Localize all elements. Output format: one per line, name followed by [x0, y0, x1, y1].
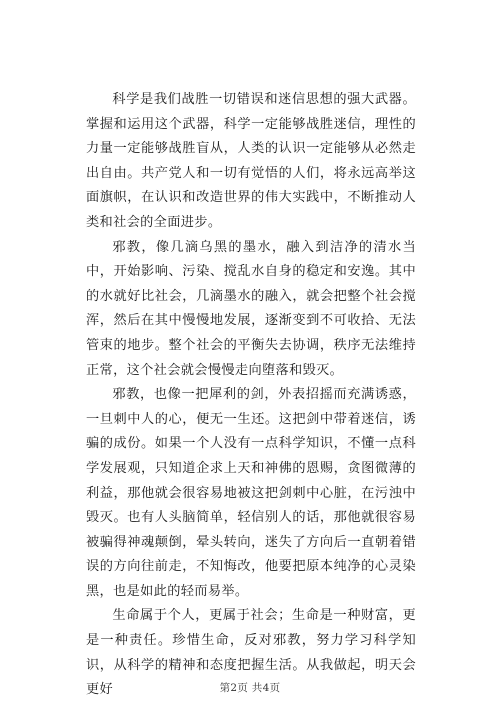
document-body [86, 88, 416, 703]
paragraph-science: 科学是我们战胜一切错误和迷信思想的强大武器。掌握和运用这个武器，科学一定能够战胜迷信，理性的力量一定能够战胜盲从，人类的认识一定能够从必然走出自由。共产党人和一切有觉悟的人们，将永远高举这面旗帜，在认识和改造世界的伟大实践中，不断推动人类和社会的全面进步。 [86, 92, 416, 230]
paragraph-conclusion: 生命属于个人，更属于社会；生命是一种财富，更是一种责任。珍惜生命，反对邪教，努力学习科学知识，从科学的精神和态度把握生活。从我做起，明天会更好 [86, 608, 416, 698]
page-number-footer: 第2页 共4页 [219, 682, 281, 694]
paragraph-sword-metaphor: 邪教，也像一把犀利的剑，外表招摇而充满诱惑，一旦刺中人的心，便无一生还。这把剑中带着迷信，诱骗的成份。如果一个人没有一点科学知识，不懂一点科学发展观，只知道企求上天和神佛的恩赐，贪图微薄的利益，那他就会很容易地被这把剑刺中心脏，在污浊中毁灭。也有人头脑简单，轻信别人的话，那他就很容易被骗得神魂颠倒，晕头转向，迷失了方向后一直朝着错误的方向往前走，不知悔改，他要把原本纯净的心灵染黑，也是如此的轻而易举。 [86, 387, 416, 599]
paragraph-ink-metaphor: 邪教，像几滴乌黑的墨水，融入到洁净的清水当中，开始影响、污染、搅乱水自身的稳定和安逸。其中的水就好比社会，几滴墨水的融入，就会把整个社会搅浑，然后在其中慢慢地发展，逐渐变到不可收拾、无法管束的地步。整个社会的平衡失去协调，秩序无法维持正常，这个社会就会慢慢走向堕落和毁灭。 [86, 239, 416, 378]
